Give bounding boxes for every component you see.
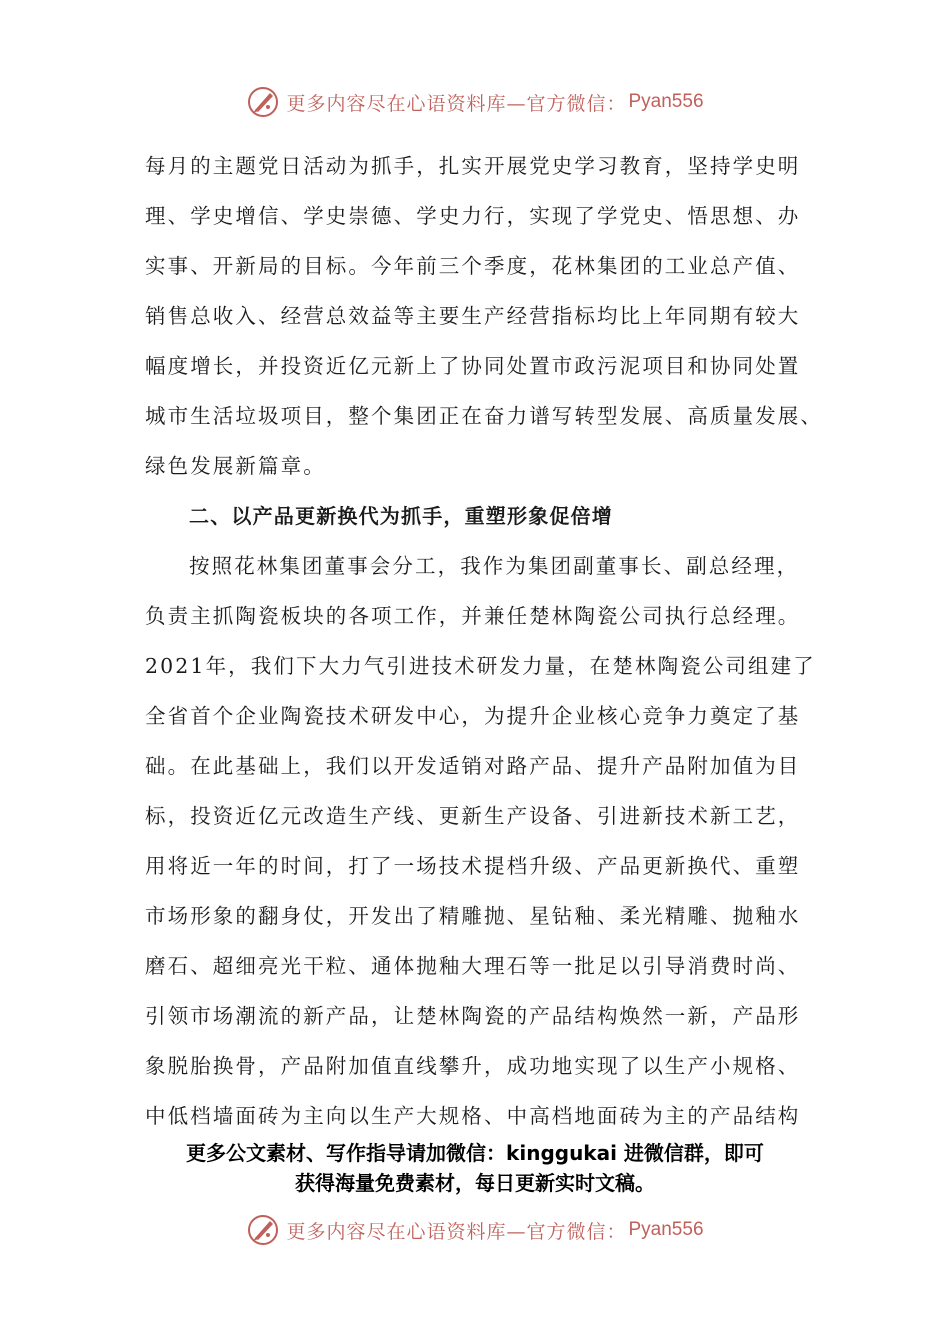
paragraph-line: 按照花林集团董事会分工，我作为集团副董事长、副总经理，: [189, 554, 800, 578]
paragraph-line: 用将近一年的时间，打了一场技术提档升级、产品更新换代、重塑: [145, 854, 801, 878]
paragraph-line: 中低档墙面砖为主向以生产大规格、中高档地面砖为主的产品结构: [145, 1104, 801, 1128]
quill-pen-logo-icon: [246, 85, 280, 119]
paragraph-line: 引领市场潮流的新产品，让楚林陶瓷的产品结构焕然一新，产品形: [145, 1004, 801, 1028]
paragraph-line: 幅度增长，并投资近亿元新上了协同处置市政污泥项目和协同处置: [145, 354, 801, 378]
section-heading: 二、以产品更新换代为抓手，重塑形象促倍增: [189, 504, 613, 528]
paragraph-line: 全省首个企业陶瓷技术研发中心，为提升企业核心竞争力奠定了基: [145, 704, 801, 728]
watermark-text: 更多内容尽在心语资料库—官方微信：: [286, 92, 627, 115]
paragraph-line: 理、学史增信、学史崇德、学史力行，实现了学党史、悟思想、办: [145, 204, 801, 228]
paragraph-line: 磨石、超细亮光干粒、通体抛釉大理石等一批足以引导消费时尚、: [145, 954, 801, 978]
paragraph-line: 绿色发展新篇章。: [145, 454, 326, 478]
watermark-text: 更多内容尽在心语资料库—官方微信：: [286, 1220, 627, 1243]
promo-line-2: 获得海量免费素材，每日更新实时文稿。: [295, 1171, 655, 1195]
paragraph-line: 销售总收入、经营总效益等主要生产经营指标均比上年同期有较大: [145, 304, 801, 328]
footer-watermark: [0, 1210, 950, 1250]
paragraph-line: 象脱胎换骨，产品附加值直线攀升，成功地实现了以生产小规格、: [145, 1054, 801, 1078]
paragraph-line: 城市生活垃圾项目，整个集团正在奋力谱写转型发展、高质量发展、: [145, 404, 823, 428]
header-watermark: [0, 82, 950, 122]
quill-pen-logo-icon: [246, 1213, 280, 1247]
paragraph-line: 础。在此基础上，我们以开发适销对路产品、提升产品附加值为目: [145, 754, 801, 778]
paragraph-line: 负责主抓陶瓷板块的各项工作，并兼任楚林陶瓷公司执行总经理。: [145, 604, 801, 628]
watermark-wechat-id: Pyan556: [628, 91, 704, 112]
paragraph-line: 2021年，我们下大力气引进技术研发力量，在楚林陶瓷公司组建了: [145, 654, 816, 678]
watermark-wechat-id: Pyan556: [628, 1219, 704, 1240]
promo-notice: [0, 1138, 950, 1198]
promo-line-1: 更多公文素材、写作指导请加微信：kinggukai 进微信群，即可: [186, 1141, 764, 1165]
paragraph-line: 每月的主题党日活动为抓手，扎实开展党史学习教育，坚持学史明: [145, 154, 801, 178]
document-body: [145, 146, 825, 1146]
paragraph-line: 实事、开新局的目标。今年前三个季度，花林集团的工业总产值、: [145, 254, 801, 278]
paragraph-line: 市场形象的翻身仗，开发出了精雕抛、星钻釉、柔光精雕、抛釉水: [145, 904, 801, 928]
paragraph-line: 标，投资近亿元改造生产线、更新生产设备、引进新技术新工艺，: [145, 804, 801, 828]
